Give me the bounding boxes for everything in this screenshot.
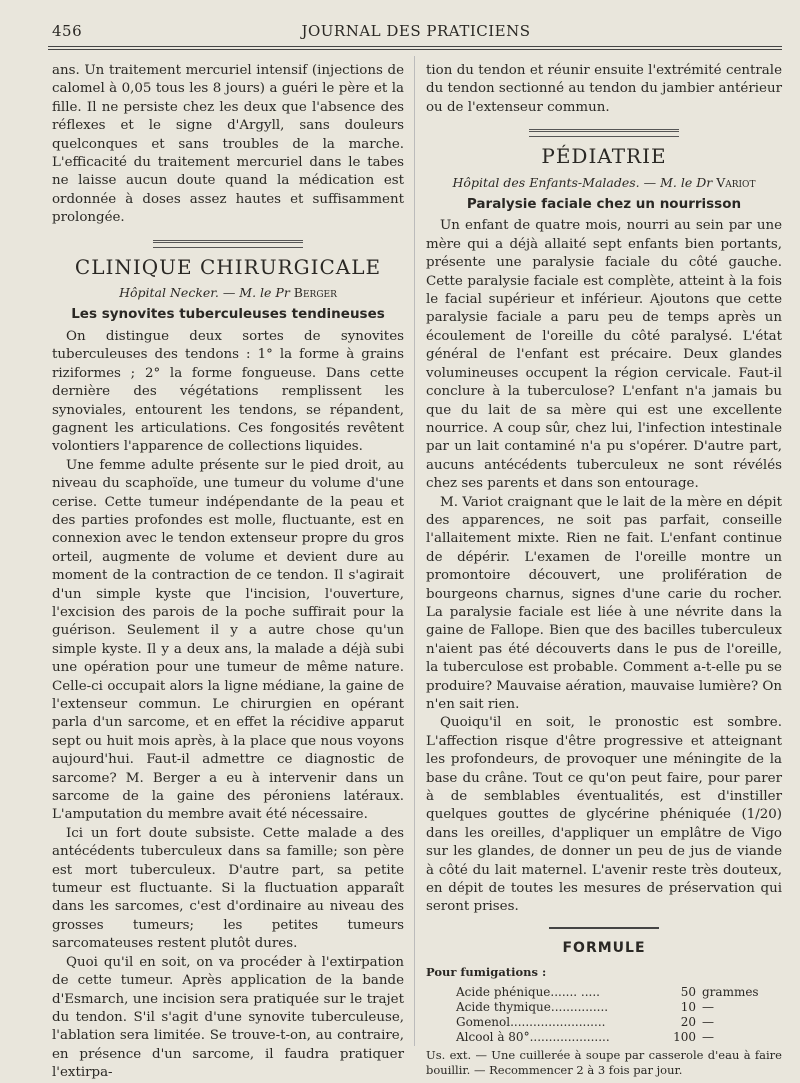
formule-row <box>456 1030 759 1045</box>
continued-paragraph: ans. Un traitement mercuriel intensif (injections de calomel à 0,05 tous les 8 jours) a guéri le père et la fille. Il ne persiste chez les deux que l'absence des réflexes et le signe d'Argyll, sans douleurs quelconques et sans troubles de la marche. L'efficacité du traitement mercuriel dans le tabes ne laisse aucun doute quand la médication est ordonnée à doses assez hautes et suffisamment prolongée. <box>52 63 404 226</box>
article-paragraph: Ici un fort doute subsiste. Cette malade a des antécédents tuberculeux dans sa famille; son père est mort tuberculeux. D'autre part, sa petite tumeur est fluctuante. Si la fluctuation apparaît dans les sarcomes, c'est d'ordinaire au niveau des grosses tumeurs; les petites tumeurs sarcomateuses restent plutôt dures. <box>52 825 404 952</box>
continued-paragraph: tion du tendon et réunir ensuite l'extrémité centrale du tendon sectionné au tendon du jambier antérieur ou de l'extenseur commun. <box>426 63 782 115</box>
article-paragraph: M. Variot craignant que le lait de la mère en dépit des apparences, ne soit pas parfait, conseille l'allaitement mixte. Rien ne fait. L'enfant continue de dépérir. L'examen de l'oreille montre un promontoire découvert, une prolifération de bourgeons charnus, signes d'une carie du rocher. La paralysie faciale est liée à une névrite dans la gaine de Fallope. Bien que des bacilles tuberculeux n'aient pas été découverts dans le pus de l'oreille, la tuberculose est probable. Comment a-t-elle pu se produire? Mauvaise aération, mauvaise lumière? On n'en sait rien. <box>426 494 782 712</box>
header-rule <box>48 46 782 50</box>
hospital-name: Hôpital Necker. — M. le Pr <box>119 285 290 301</box>
article-paragraph: On distingue deux sortes de synovites tuberculeuses des tendons : 1° la forme à grains riziformes ; 2° la forme fongueuse. Dans cette dernière des végétations remplissent les synoviales, entourent les tendons, se répandent, gagnent les articulations. Ces fongosités revêtent volontiers l'apparence de collections liquides. <box>52 328 404 455</box>
quantity: 20 <box>680 1014 696 1029</box>
ingredient: Gomenol......................... <box>456 1014 606 1029</box>
ingredient: Acide phénique....... ..... <box>456 984 600 999</box>
unit: — <box>702 999 714 1014</box>
section-ornament-rule <box>153 240 303 248</box>
journal-title: JOURNAL DES PRATICIENS <box>301 22 531 40</box>
page-header <box>52 22 780 42</box>
formule-row <box>456 985 759 1000</box>
article-paragraph: Quoiqu'il en soit, le pronostic est sombre. L'affection risque d'être progressive et atteignant les profondeurs, de provoquer une méningite de la base du crâne. Tout ce qu'on peut faire, pour parer à de semblables éventualités, est d'instiller quelques gouttes de glycérine phéniquée (1/20) dans les oreilles, d'appliquer un emplâtre de Vigo sur les glandes, de donner un peu de jus de viande à côté du lait maternel. L'avenir reste très douteux, en dépit de toutes les mesures de préservation qui seront prises. <box>426 715 782 915</box>
formule-row <box>456 1015 759 1030</box>
formule-table <box>456 985 759 1045</box>
page-number: 456 <box>52 22 83 40</box>
quantity: 100 <box>673 1029 696 1044</box>
hospital-name: Hôpital des Enfants-Malades. — M. le Dr <box>452 174 713 190</box>
formule-title: FORMULE <box>562 939 646 956</box>
section-ornament-rule <box>529 129 679 137</box>
hospital-line <box>426 174 782 192</box>
article-paragraph: Un enfant de quatre mois, nourri au sein par une mère qui a déjà allaité sept enfants bien portants, présente une paralysie faciale du côté gauche. Cette paralysie faciale est complète, atteint à la fois le facial supérieur et inférieur. Ajoutons que cette paralysie faciale a paru peu de temps après un écoulement de l'oreille du côté paralysé. L'état général de l'enfant est précaire. Deux glandes volumineuses occupent la région cervicale. Faut-il conclure à la tuberculose? L'enfant n'a jamais bu que du lait de sa mère qui est une excellente nourrice. A coup sûr, chez lui, l'infection intestinale par un lait contaminé n'a pu s'opérer. D'autre part, aucuns antécédents tuberculeux ne sont révélés chez ses parents et dans son entourage. <box>426 218 782 492</box>
formule-rule <box>549 927 659 929</box>
quantity: 10 <box>680 999 696 1014</box>
formule-subtitle: Pour fumigations : <box>426 965 547 980</box>
ingredient: Acide thymique............... <box>456 999 609 1014</box>
hospital-line <box>52 284 404 302</box>
right-column <box>426 62 782 1078</box>
column-divider <box>414 56 415 1046</box>
formule-usage: Us. ext. — Une cuillerée à soupe par casserole d'eau à faire bouillir. — Recommencer 2 à 3 fois par jour. <box>426 1047 782 1077</box>
unit: — <box>702 1014 714 1029</box>
professor-name: Variot <box>716 174 756 190</box>
article-title: Les synovites tuberculeuses tendineuses <box>71 306 385 323</box>
section-title-clinique: CLINIQUE CHIRURGICALE <box>74 254 382 279</box>
professor-name: Berger <box>293 285 337 301</box>
quantity: 50 <box>680 984 696 999</box>
article-paragraph: Une femme adulte présente sur le pied droit, au niveau du scaphoïde, une tumeur du volume d'une cerise. Cette tumeur indépendante de la peau et des parties profondes est molle, fluctuante, est en connexion avec le tendon extenseur propre du gros orteil, augmente de volume et devient dure au moment de la contraction de ce tendon. Il s'agirait d'un simple kyste que l'incision, l'ouverture, l'excision des parois de la poche suffirait pour la guérison. Seulement il y a autre chose qu'un simple kyste. Il y a deux ans, la malade a déjà subi une opération pour une tumeur de même nature. Celle-ci occupait alors la ligne médiane, la gaine de l'extenseur commun. Le chirurgien en opérant parla d'un sarcome, et en effet la récidive apparut sept ou huit mois après, à la place que nous voyons aujourd'hui. Faut-il admettre ce diagnostic de sarcome? M. Berger a eu à intervenir dans un sarcome de la gaine des péroniens latéraux. L'amputation du membre avait été nécessaire. <box>52 457 404 823</box>
article-title: Paralysie faciale chez un nourrisson <box>466 196 742 213</box>
formule-row <box>456 1000 759 1015</box>
unit: grammes <box>702 984 759 999</box>
article-paragraph: Quoi qu'il en soit, on va procéder à l'extirpation de cette tumeur. Après application de la bande d'Esmarch, une incision sera pratiquée sur le trajet du tendon. S'il s'agit d'une synovite tuberculeuse, l'ablation sera limitée. Se trouve-t-on, au contraire, en présence d'un sarcome, il faudra pratiquer l'extirpa- <box>52 954 404 1081</box>
ingredient: Alcool à 80°..................... <box>456 1029 610 1044</box>
left-column <box>52 62 404 1083</box>
unit: — <box>702 1029 714 1044</box>
section-title-pediatrie: PÉDIATRIE <box>541 144 667 169</box>
